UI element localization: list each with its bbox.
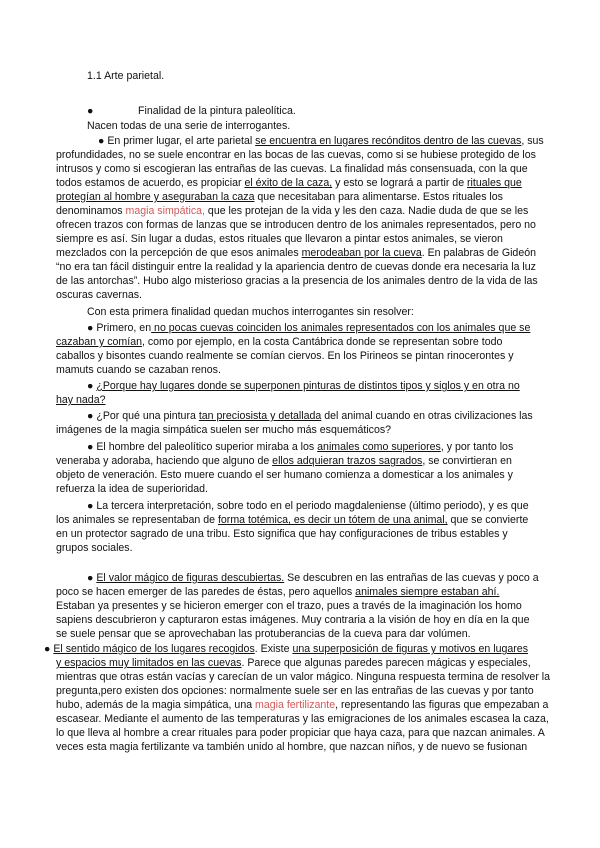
p2-line: mamuts cuando se cazaban renos. (56, 364, 221, 376)
p1-line: siempre es así. Sin lugar a dudas, estos rituales que llevaron a pintar estos animales, se vieron (56, 233, 503, 245)
p2-line: grupos sociales. (56, 542, 133, 554)
bullet-icon: ● (87, 105, 94, 117)
underlined-text: y espacios muy limitados en las cuevas (56, 657, 242, 669)
text-run: Se descubren en las entrañas de las cuevas y poco a (284, 572, 539, 584)
text-run: ● ¿Por qué una pintura (87, 410, 199, 422)
p2-line (87, 380, 520, 393)
text-run: y esto se logrará a partir de (332, 177, 468, 189)
p4-line (56, 657, 531, 670)
p4-line: mientras que otras están vacías y carecían de un valor mágico. Ninguna respuesta termina de resolver la (56, 671, 551, 683)
underlined-text: animales siempre estaban ahí. (355, 586, 500, 598)
underlined-text: el éxito de la caza, (244, 177, 333, 189)
text-run: . En palabras de Gideón (421, 247, 536, 259)
p2-line: Con esta primera finalidad quedan muchos interrogantes sin resolver: (87, 306, 414, 318)
text-run: mezclados con la percepción de que esos animales (56, 247, 302, 259)
underlined-text: ellos adquieran trazos sagrados (272, 455, 423, 467)
text-run: ● (87, 380, 97, 392)
p1-line: profundidades, no se suele encontrar en las bocas de las cuevas, como si se hubiese protegido de los (56, 149, 536, 161)
p2-line: en un protector sagrado de una tribu. Esto significa que hay configuraciones de tribus estables y (56, 528, 508, 540)
text-run: , y por tanto los (440, 441, 514, 453)
p1-line (56, 191, 503, 204)
text-run: . Parece que algunas paredes parecen mágicas y especiales, (241, 657, 531, 669)
underlined-text: tan preciosista y detallada (198, 410, 322, 422)
text-run: que se convierte (447, 514, 529, 526)
p4-line: escasear. Mediante el aumento de las temperaturas y las emigraciones de los animales escasea la caza, (56, 713, 549, 725)
p4-line: veces esta magia fertilizante va también unido al hombre, que nazcan niños, y de nuevo se fusionan (56, 741, 528, 753)
p2-line (56, 514, 528, 527)
p4-line (56, 699, 548, 712)
underlined-text: forma totémica, es decir un tótem de una animal, (217, 514, 448, 526)
p2-line: refuerza la idea de superioridad. (56, 483, 208, 495)
text-run: . Existe (254, 643, 293, 655)
text-run: ● En primer lugar, el arte parietal (98, 135, 256, 147)
text-run: del animal cuando en otras civilizaciones las (321, 410, 533, 422)
intro-line: Nacen todas de una serie de interrogantes. (87, 120, 291, 132)
p1-line: intrusos y como si escogieran las entrañas de las cuevas. La finalidad más consensuada, con la que (56, 163, 528, 175)
p2-line (56, 336, 502, 349)
p2-line (56, 455, 512, 468)
highlighted-term: magia fertilizante (255, 699, 336, 711)
p2-line: objeto de veneración. Esto muere cuando el ser humano comienza a domesticar a los animales y (56, 469, 513, 481)
p2-line (56, 394, 105, 407)
p1-line: de las antorchas”. Hubo algo misterioso gracias a la presencia de los animales dentro de la vida de las (56, 275, 538, 287)
underlined-text: no pocas cuevas coinciden los animales representados con los animales que se (151, 322, 531, 334)
underlined-text: El valor mágico de figuras descubiertas. (96, 572, 285, 584)
underlined-text: hay nada? (56, 394, 106, 406)
text-run: , se convirtieran en (422, 455, 512, 467)
highlighted-term: magia simpática, (125, 205, 205, 217)
p1-line (56, 247, 536, 260)
text-run: veneraba y adoraba, haciendo que alguno de (56, 455, 273, 467)
text-run: poco se hacen emerger de las paredes de éstas, pero aquellos (56, 586, 356, 598)
underlined-text: animales como superiores (317, 441, 441, 453)
p2-line (87, 322, 530, 335)
p2-line (87, 441, 513, 454)
p1-line: “no era tan fácil distinguir entre la realidad y la apariencia dentro de cuevas donde era necesaria la luz (56, 261, 536, 273)
p3-line: sapiens descubrieron y capturaron estas imágenes. Muy contraria a la visión de hoy en día en la que (56, 614, 530, 626)
underlined-text: El sentido mágico de los lugares recogidos (53, 643, 255, 655)
text-run: hubo, además de la magia simpática, una (56, 699, 256, 711)
p3-line: Estaban ya presentes y se hicieron emerger con el trazo, pues a través de la imaginación los homo (56, 600, 522, 612)
underlined-text: una superposición de figuras y motivos en lugares (292, 643, 528, 655)
p3-line: se suele pensar que se aprovechaban las protuberancias de la cueva para dar volúmen. (56, 628, 471, 640)
p1-line: ofrecen trazos con formas de lanzas que se introducen dentro de los animales representados, pero no (56, 219, 536, 231)
p2-line (87, 410, 533, 423)
p4-line: lo que lleva al hombre a crear rituales para poder propiciar que haya caza, para que nazcan animales. A (56, 727, 545, 739)
p1-line (98, 135, 544, 148)
p1-line: oscuras cavernas. (56, 289, 142, 301)
text-run: , sus (521, 135, 544, 147)
underlined-text: cazaban y comían (56, 336, 142, 348)
p1-line (56, 177, 522, 190)
underlined-text: protegían al hombre y aseguraban la caza (56, 191, 255, 203)
underlined-text: merodeaban por la cueva (301, 247, 422, 259)
p4-line: pregunta,pero existen dos opciones: normalmente suele ser en las entrañas de las cuevas y por tanto (56, 685, 534, 697)
underlined-text: rituales que (467, 177, 522, 189)
p3-line (87, 572, 539, 585)
p2-line: imágenes de la magia simpática suelen ser mucho más esquemáticos? (56, 424, 392, 436)
text-run: los animales se representaban de (56, 514, 218, 526)
section-heading: 1.1 Arte parietal. (87, 70, 165, 82)
text-run: ● (44, 643, 54, 655)
p3-line (56, 586, 499, 599)
subsection-title: Finalidad de la pintura paleolítica. (138, 105, 296, 117)
text-run: ● Primero, en (87, 322, 152, 334)
text-run: ● El hombre del paleolítico superior miraba a los (87, 441, 318, 453)
text-run: todos estamos de acuerdo, es propiciar (56, 177, 245, 189)
text-run: denominamos (56, 205, 126, 217)
p2-line: caballos y bisontes cuando realmente se comían ciervos. En los Pirineos se pintan rinocerontes y (56, 350, 514, 362)
p2-line: ● La tercera interpretación, sobre todo en el periodo magdaleniense (último periodo), y es que (87, 500, 529, 512)
text-run: que necesitaban para alimentarse. Estos rituales los (254, 191, 503, 203)
p1-line (56, 205, 528, 218)
text-run: , como por ejemplo, en la costa Cantábrica donde se representan sobre todo (141, 336, 503, 348)
text-run: que les protejan de la vida y les den caza. Nadie duda de que se les (204, 205, 529, 217)
text-run: ● (87, 572, 97, 584)
underlined-text: ¿Porque hay lugares donde se superponen pinturas de distintos tipos y siglos y en otra no (96, 380, 520, 392)
underlined-text: se encuentra en lugares recónditos dentro de las cuevas (255, 135, 522, 147)
text-run: , representando las figuras que empezaban a (335, 699, 549, 711)
p4-line (44, 643, 528, 656)
